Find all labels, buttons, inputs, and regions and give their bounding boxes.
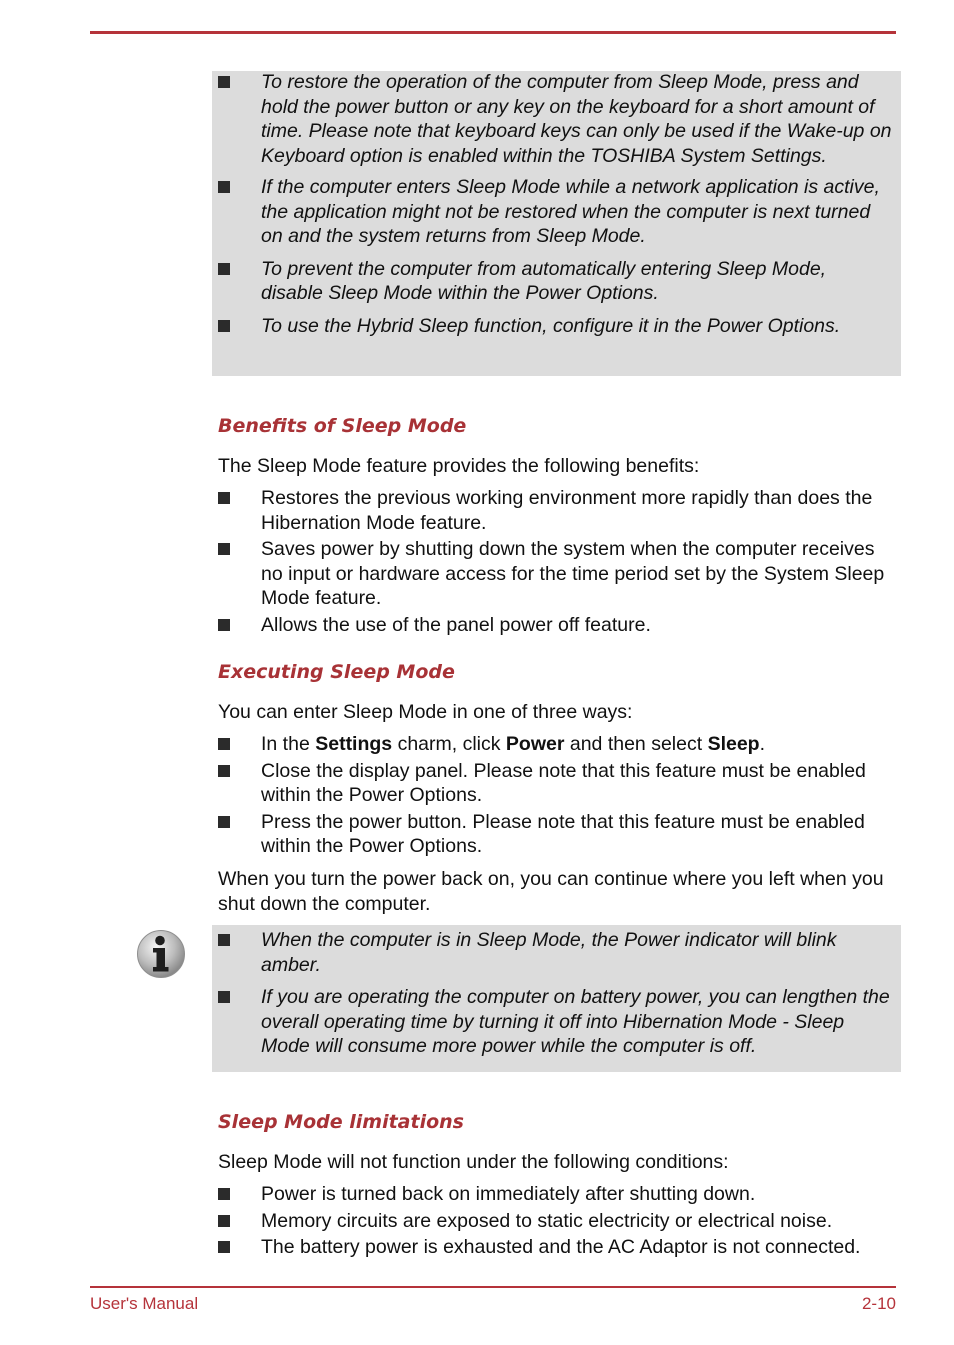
- power-term: Power: [505, 733, 565, 755]
- section-heading-limitations: Sleep Mode limitations: [218, 1111, 464, 1133]
- section-heading-benefits: Benefits of Sleep Mode: [218, 415, 467, 437]
- executing-outro: When you turn the power back on, you can continue where you left when you shut down the computer.: [218, 868, 884, 915]
- note-box-sleep-info: [212, 925, 901, 1072]
- executing-list: [212, 732, 896, 859]
- list-item-text: Power is turned back on immediately after shutting down.: [261, 1183, 756, 1205]
- note-item: [212, 257, 901, 306]
- note-item: [212, 928, 901, 977]
- limitations-intro: Sleep Mode will not function under the following conditions:: [218, 1151, 729, 1173]
- settings-term: Settings: [315, 733, 393, 755]
- list-item: [212, 1182, 896, 1207]
- note-item: [212, 985, 901, 1059]
- list-item-text: Close the display panel. Please note that this feature must be enabled within the Power Options.: [261, 759, 866, 806]
- bullet-icon: [218, 263, 230, 275]
- list-item: [212, 486, 896, 535]
- bullet-icon: [218, 181, 230, 193]
- list-item: [212, 1235, 896, 1260]
- footer-manual-title: User's Manual: [90, 1294, 199, 1313]
- bullet-icon: [218, 1215, 230, 1227]
- note-item: [212, 70, 901, 168]
- bullet-icon: [218, 934, 230, 946]
- bullet-icon: [218, 543, 230, 555]
- info-icon: [136, 929, 186, 979]
- limitations-list: [212, 1182, 896, 1260]
- footer-rule: [90, 1286, 896, 1288]
- note-item-text: When the computer is in Sleep Mode, the Power indicator will blink amber.: [261, 929, 837, 976]
- list-item: [212, 613, 896, 638]
- bullet-icon: [218, 619, 230, 631]
- list-item-text-mid: charm, click: [392, 733, 506, 755]
- list-item: [212, 537, 896, 611]
- note-item-text: To use the Hybrid Sleep function, configure it in the Power Options.: [261, 314, 841, 337]
- list-item-text-prefix: In the: [261, 733, 316, 755]
- list-item: [212, 810, 896, 859]
- bullet-icon: [218, 492, 230, 504]
- list-item: [212, 759, 896, 808]
- bullet-icon: [218, 991, 230, 1003]
- sleep-term: Sleep: [707, 733, 760, 755]
- bullet-icon: [218, 320, 230, 332]
- note-item: [212, 175, 901, 249]
- list-item-text: Press the power button. Please note that this feature must be enabled within the Power Options.: [261, 810, 865, 857]
- list-item-text: Allows the use of the panel power off feature.: [261, 613, 651, 636]
- note-item-text: To restore the operation of the computer from Sleep Mode, press and hold the power button or any key on the keyboard for a short amount of time. Please note that keyboard keys can only be used if the Wake-up on Keyboard option is enabled within the TOSHIBA System Settings.: [261, 71, 892, 167]
- list-item-text: Memory circuits are exposed to static electricity or electrical noise.: [261, 1209, 833, 1232]
- note-item: [212, 314, 901, 339]
- note-item-text: To prevent the computer from automatically entering Sleep Mode, disable Sleep Mode within the Power Options.: [261, 257, 827, 304]
- benefits-list: [212, 486, 896, 637]
- footer-page-number: 2-10: [861, 1294, 896, 1313]
- bullet-icon: [218, 816, 230, 828]
- section-heading-executing: Executing Sleep Mode: [218, 661, 455, 683]
- bullet-icon: [218, 1241, 230, 1253]
- note-box-sleep-restore: [212, 71, 901, 376]
- bullet-icon: [218, 76, 230, 88]
- list-item-text-suffix: .: [759, 733, 766, 755]
- note-item-text: If the computer enters Sleep Mode while a network application is active, the application might not be restored when the computer is next turned on and the system returns from Sleep Mode.: [261, 176, 880, 247]
- note-item-text: If you are operating the computer on battery power, you can lengthen the overall operating time by turning it off into Hibernation Mode - Sleep Mode will consume more power while the computer is off.: [261, 986, 890, 1057]
- list-item-text: The battery power is exhausted and the AC Adaptor is not connected.: [261, 1236, 861, 1258]
- bullet-icon: [218, 1188, 230, 1200]
- list-item: [212, 732, 896, 757]
- list-item: [212, 1209, 896, 1234]
- header-rule: [90, 31, 896, 34]
- list-item-text: Restores the previous working environment more rapidly than does the Hibernation Mode feature.: [261, 487, 873, 534]
- list-item-text-mid: and then select: [564, 733, 708, 755]
- benefits-intro: The Sleep Mode feature provides the following benefits:: [218, 455, 700, 477]
- list-item-text: Saves power by shutting down the system when the computer receives no input or hardware access for the time period set by the System Sleep Mode feature.: [261, 538, 885, 609]
- bullet-icon: [218, 765, 230, 777]
- executing-intro: You can enter Sleep Mode in one of three ways:: [218, 701, 633, 723]
- bullet-icon: [218, 738, 230, 750]
